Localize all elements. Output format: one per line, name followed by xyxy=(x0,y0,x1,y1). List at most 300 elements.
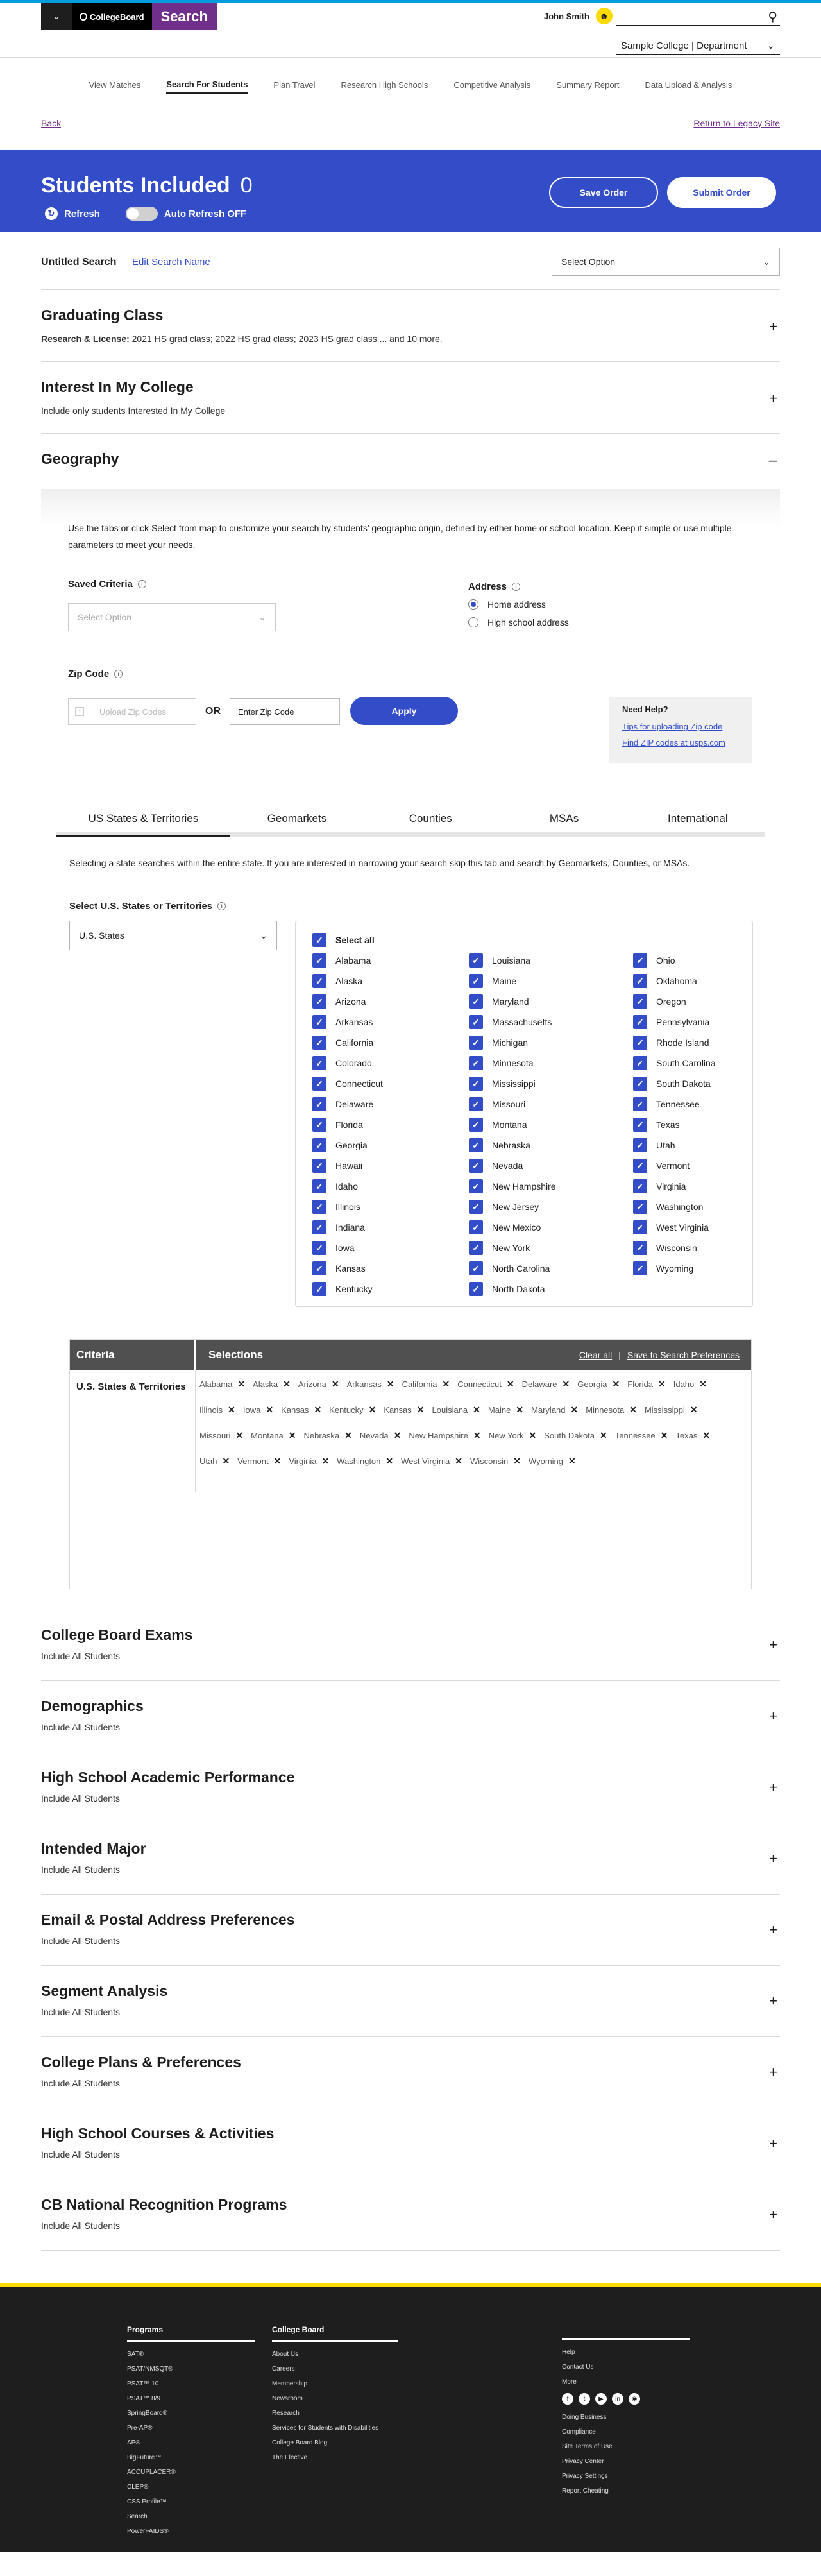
close-icon[interactable]: ✕ xyxy=(516,1404,524,1415)
close-icon[interactable]: ✕ xyxy=(386,1378,394,1389)
checkbox-checked-icon[interactable]: ✓ xyxy=(312,1036,326,1050)
state-checkbox[interactable] xyxy=(469,1159,523,1173)
edit-search-name-link[interactable]: Edit Search Name xyxy=(132,257,210,268)
footer-link[interactable]: Pre-AP® xyxy=(127,2425,153,2432)
state-checkbox[interactable] xyxy=(633,1200,703,1214)
close-icon[interactable]: ✕ xyxy=(288,1429,296,1440)
checkbox-checked-icon[interactable]: ✓ xyxy=(312,1097,326,1111)
selection-chip xyxy=(522,1378,570,1390)
state-checkbox[interactable] xyxy=(633,994,686,1009)
state-checkbox[interactable] xyxy=(312,1118,363,1132)
footer-heading: Programs xyxy=(127,2323,255,2342)
collapsed-section[interactable] xyxy=(41,1681,780,1752)
checkbox-checked-icon[interactable]: ✓ xyxy=(312,1241,326,1255)
checkbox-checked-icon[interactable]: ✓ xyxy=(469,1097,483,1111)
nav-item[interactable]: Data Upload & Analysis xyxy=(645,80,732,90)
close-icon[interactable]: ✕ xyxy=(416,1404,425,1415)
collapsed-section[interactable] xyxy=(41,1752,780,1823)
state-checkbox[interactable] xyxy=(633,1056,716,1070)
department-select[interactable] xyxy=(616,37,780,55)
selections-column-header xyxy=(196,1340,751,1370)
collapsed-section[interactable] xyxy=(41,2037,780,2108)
selection-chip xyxy=(531,1404,578,1415)
state-checkbox[interactable] xyxy=(312,1097,373,1111)
selection-chip xyxy=(251,1429,296,1441)
plus-icon[interactable]: + xyxy=(769,2206,777,2222)
user-menu[interactable] xyxy=(544,8,613,24)
close-icon[interactable]: ✕ xyxy=(568,1455,576,1466)
checkbox-checked-icon[interactable]: ✓ xyxy=(312,1159,326,1173)
search-icon[interactable]: ⚲ xyxy=(768,10,777,24)
plus-icon[interactable]: + xyxy=(769,1637,777,1653)
plus-icon[interactable]: + xyxy=(769,1922,777,1938)
close-icon[interactable]: ✕ xyxy=(529,1429,537,1440)
close-icon[interactable]: ✕ xyxy=(266,1404,274,1415)
close-icon[interactable]: ✕ xyxy=(283,1378,291,1389)
checkbox-checked-icon[interactable]: ✓ xyxy=(469,1118,483,1132)
checkbox-checked-icon[interactable]: ✓ xyxy=(469,994,483,1009)
checkbox-checked-icon[interactable]: ✓ xyxy=(633,1077,647,1091)
close-icon[interactable]: ✕ xyxy=(562,1378,570,1389)
checkbox-label: Minnesota xyxy=(492,1058,534,1068)
footer-link[interactable]: PowerFAIDS® xyxy=(127,2528,169,2535)
footer-link[interactable]: CLEP® xyxy=(127,2484,149,2491)
state-checkbox[interactable] xyxy=(312,1077,383,1091)
state-checkbox[interactable] xyxy=(312,994,366,1009)
state-checkbox[interactable] xyxy=(633,1097,700,1111)
user-name: John Smith xyxy=(544,11,589,21)
user-avatar-icon[interactable]: ☻ xyxy=(596,8,613,24)
plus-icon[interactable]: + xyxy=(769,1850,777,1866)
checkbox-checked-icon[interactable]: ✓ xyxy=(633,1036,647,1050)
minus-icon[interactable]: – xyxy=(768,452,777,469)
checkbox-checked-icon[interactable]: ✓ xyxy=(633,1241,647,1255)
state-checkbox[interactable] xyxy=(312,1015,373,1029)
info-icon[interactable]: i xyxy=(217,902,226,910)
state-checkbox[interactable] xyxy=(469,1077,536,1091)
state-checkbox[interactable] xyxy=(469,1015,552,1029)
upload-zip-codes-button[interactable] xyxy=(68,698,196,725)
brand-logo[interactable] xyxy=(41,3,217,30)
state-checkbox[interactable] xyxy=(633,1261,693,1275)
zip-code-input[interactable] xyxy=(230,698,340,725)
section-summary: Include All Students xyxy=(41,2149,120,2160)
nav-item[interactable]: Search For Students xyxy=(166,80,248,94)
state-checkbox[interactable] xyxy=(633,1241,697,1255)
footer-link[interactable]: Contact Us xyxy=(562,2364,594,2371)
selection-chip xyxy=(347,1378,394,1390)
state-checkbox[interactable] xyxy=(469,1241,530,1255)
footer-link[interactable]: Newsroom xyxy=(272,2395,303,2402)
state-checkbox[interactable] xyxy=(312,1200,360,1214)
close-icon[interactable]: ✕ xyxy=(570,1404,579,1415)
close-icon[interactable]: ✕ xyxy=(473,1404,480,1415)
save-order-button[interactable]: Save Order xyxy=(549,177,658,208)
link-row xyxy=(0,107,821,140)
auto-refresh-toggle[interactable] xyxy=(126,207,158,221)
collapsed-section[interactable] xyxy=(41,1895,780,1966)
checkbox-checked-icon[interactable]: ✓ xyxy=(633,1200,647,1214)
section-summary: Include only students Interested In My College xyxy=(41,405,226,416)
state-checkbox[interactable] xyxy=(469,994,529,1009)
checkbox-label: North Carolina xyxy=(492,1263,550,1274)
close-icon[interactable]: ✕ xyxy=(612,1378,620,1389)
close-icon[interactable]: ✕ xyxy=(660,1429,668,1440)
close-icon[interactable]: ✕ xyxy=(368,1404,377,1415)
state-checkbox[interactable] xyxy=(469,1261,550,1275)
footer-link[interactable]: PSAT/NMSQT® xyxy=(127,2366,173,2373)
tab-3[interactable]: MSAs xyxy=(549,812,579,824)
state-checkbox[interactable] xyxy=(633,1179,686,1193)
section-summary: Include All Students xyxy=(41,1722,120,1732)
chip-label: Alabama xyxy=(199,1379,233,1389)
students-banner xyxy=(0,150,821,232)
checkbox-checked-icon[interactable]: ✓ xyxy=(469,953,483,968)
state-checkbox[interactable] xyxy=(633,1220,709,1234)
info-icon[interactable]: i xyxy=(138,580,146,588)
checkbox-label: Alabama xyxy=(335,955,371,966)
acorn-icon xyxy=(80,13,87,21)
footer-link[interactable]: Site Terms of Use xyxy=(562,2443,613,2450)
checkbox-checked-icon[interactable]: ✓ xyxy=(469,1282,483,1296)
state-checkbox[interactable] xyxy=(312,1220,365,1234)
home-address-radio[interactable] xyxy=(468,599,546,610)
checkbox-label: Wyoming xyxy=(656,1263,694,1274)
checkbox-label: Montana xyxy=(492,1120,527,1130)
section-summary xyxy=(41,334,443,344)
section-title: Geography xyxy=(41,450,119,467)
checkbox-checked-icon[interactable]: ✓ xyxy=(312,1200,326,1214)
checkbox-checked-icon[interactable]: ✓ xyxy=(312,1261,326,1275)
close-icon[interactable]: ✕ xyxy=(455,1455,462,1466)
footer-link[interactable]: Search xyxy=(127,2513,148,2520)
site-header xyxy=(0,3,821,31)
state-checkbox[interactable] xyxy=(312,1179,358,1193)
footer-link[interactable]: About Us xyxy=(272,2351,299,2358)
apply-button[interactable]: Apply xyxy=(350,697,458,725)
state-checkbox[interactable] xyxy=(469,1200,539,1214)
plus-icon[interactable]: + xyxy=(769,2064,777,2080)
checkbox-checked-icon[interactable]: ✓ xyxy=(633,953,647,968)
checkbox-checked-icon[interactable]: ✓ xyxy=(469,1077,483,1091)
footer-link[interactable]: CSS Profile™ xyxy=(127,2498,167,2505)
instagram-icon[interactable]: ◉ xyxy=(629,2393,640,2405)
close-icon[interactable]: ✕ xyxy=(513,1455,521,1466)
select-placeholder: Select Option xyxy=(78,612,132,622)
graduating-class-section[interactable] xyxy=(41,290,780,362)
close-icon[interactable]: ✕ xyxy=(506,1378,514,1389)
checkbox-checked-icon[interactable]: ✓ xyxy=(469,1179,483,1193)
selection-chip xyxy=(489,1429,537,1441)
checkbox-label: Florida xyxy=(335,1120,363,1130)
checkbox-checked-icon[interactable]: ✓ xyxy=(312,1282,326,1296)
footer-link[interactable]: SAT® xyxy=(127,2351,144,2358)
checkbox-checked-icon[interactable]: ✓ xyxy=(633,1138,647,1152)
close-icon[interactable]: ✕ xyxy=(344,1429,352,1440)
nav-item[interactable]: Summary Report xyxy=(556,80,620,90)
students-count: 0 xyxy=(240,173,253,198)
collapsed-section[interactable] xyxy=(41,1966,780,2037)
label-text: Address xyxy=(468,581,507,592)
close-icon[interactable]: ✕ xyxy=(690,1404,698,1415)
chip-label: Kansas xyxy=(281,1404,309,1415)
checkbox-checked-icon[interactable]: ✓ xyxy=(469,1036,483,1050)
checkbox-checked-icon[interactable]: ✓ xyxy=(633,974,647,988)
nav-item[interactable]: Research High Schools xyxy=(341,80,428,90)
footer-link[interactable]: PSAT™ 10 xyxy=(127,2380,159,2387)
checkbox-checked-icon[interactable]: ✓ xyxy=(312,933,326,947)
state-checkbox[interactable] xyxy=(633,974,697,988)
state-checkbox[interactable] xyxy=(469,1179,556,1193)
chip-label: Nevada xyxy=(359,1430,389,1440)
footer-link[interactable]: PSAT™ 8/9 xyxy=(127,2395,161,2402)
checkbox-checked-icon[interactable]: ✓ xyxy=(312,1138,326,1152)
state-checkbox[interactable] xyxy=(469,1220,541,1234)
legacy-site-link[interactable]: Return to Legacy Site xyxy=(693,118,780,128)
close-icon[interactable]: ✕ xyxy=(629,1404,637,1415)
close-icon[interactable]: ✕ xyxy=(702,1429,711,1440)
product-name: Search xyxy=(152,3,217,30)
state-checkbox[interactable] xyxy=(633,1118,680,1132)
label-text: Saved Criteria xyxy=(68,579,133,590)
checkbox-label: Missouri xyxy=(492,1099,526,1109)
geography-section-header[interactable] xyxy=(41,434,780,489)
checkbox-checked-icon[interactable]: ✓ xyxy=(469,974,483,988)
tab-0[interactable]: US States & Territories xyxy=(56,806,230,837)
footer-link[interactable]: Compliance xyxy=(562,2428,596,2435)
checkbox-checked-icon[interactable]: ✓ xyxy=(469,1015,483,1029)
collapsed-section[interactable] xyxy=(41,1823,780,1895)
zip-placeholder: Enter Zip Code xyxy=(238,706,294,717)
refresh-button[interactable]: Refresh xyxy=(64,208,100,219)
footer-link[interactable]: Doing Business xyxy=(562,2414,607,2421)
clear-all-link[interactable]: Clear all xyxy=(579,1350,613,1360)
info-icon[interactable]: i xyxy=(512,583,520,591)
collapsed-section[interactable] xyxy=(41,1610,780,1681)
state-checkbox[interactable] xyxy=(312,1138,368,1152)
close-icon[interactable]: ✕ xyxy=(222,1455,230,1466)
state-checkbox[interactable] xyxy=(633,1159,690,1173)
radio-selected[interactable] xyxy=(468,599,478,610)
footer-link[interactable]: The Elective xyxy=(272,2454,308,2461)
checkbox-checked-icon[interactable]: ✓ xyxy=(469,1138,483,1152)
collegeboard-logo xyxy=(72,3,152,30)
facebook-icon[interactable]: f xyxy=(562,2393,573,2405)
checkbox-checked-icon[interactable]: ✓ xyxy=(312,1077,326,1091)
search-name: Untitled Search xyxy=(41,257,117,268)
checkbox-checked-icon[interactable]: ✓ xyxy=(312,1179,326,1193)
footer-link[interactable]: Help xyxy=(562,2349,575,2356)
checkbox-checked-icon[interactable]: ✓ xyxy=(633,1097,647,1111)
collapsed-section[interactable] xyxy=(41,2179,780,2251)
checkbox-checked-icon[interactable]: ✓ xyxy=(312,1056,326,1070)
submit-order-button[interactable]: Submit Order xyxy=(667,177,776,208)
state-checkbox[interactable] xyxy=(633,1138,675,1152)
refresh-icon[interactable]: ↻ xyxy=(45,207,58,220)
close-icon[interactable]: ✕ xyxy=(442,1378,450,1389)
close-icon[interactable]: ✕ xyxy=(385,1455,394,1466)
checkbox-checked-icon[interactable]: ✓ xyxy=(469,1159,483,1173)
close-icon[interactable]: ✕ xyxy=(321,1455,330,1466)
footer-link[interactable]: More xyxy=(562,2378,577,2385)
state-checkbox[interactable] xyxy=(312,1241,355,1255)
back-link[interactable]: Back xyxy=(41,118,62,128)
close-icon[interactable]: ✕ xyxy=(235,1429,244,1440)
selection-chip xyxy=(199,1429,243,1441)
plus-icon[interactable]: + xyxy=(769,1779,777,1795)
footer-link[interactable]: College Board Blog xyxy=(272,2439,328,2446)
close-icon[interactable]: ✕ xyxy=(273,1455,282,1466)
state-checkbox[interactable] xyxy=(469,974,516,988)
footer-link[interactable]: ACCUPLACER® xyxy=(127,2469,176,2476)
selection-chip xyxy=(401,1455,462,1467)
state-checkbox[interactable] xyxy=(312,1036,373,1050)
footer-programs xyxy=(127,2323,255,2539)
checkbox-checked-icon[interactable]: ✓ xyxy=(312,994,326,1009)
linkedin-icon[interactable]: in xyxy=(612,2393,623,2405)
state-checkbox[interactable] xyxy=(469,953,530,968)
state-checkbox[interactable] xyxy=(633,1015,709,1029)
footer-link[interactable]: AP® xyxy=(127,2439,140,2446)
youtube-icon[interactable]: ▶ xyxy=(595,2393,607,2405)
state-checkbox[interactable] xyxy=(469,1118,527,1132)
save-preferences-link[interactable]: Save to Search Preferences xyxy=(627,1350,740,1360)
high-school-address-radio[interactable] xyxy=(468,617,569,627)
checkbox-checked-icon[interactable]: ✓ xyxy=(469,1220,483,1234)
chevron-down-icon: ⌄ xyxy=(258,611,266,622)
state-checkbox[interactable] xyxy=(312,974,362,988)
checkbox-checked-icon[interactable]: ✓ xyxy=(312,974,326,988)
checkbox-label: Indiana xyxy=(335,1222,365,1233)
state-checkbox[interactable] xyxy=(633,1077,711,1091)
state-checkbox[interactable] xyxy=(312,1282,373,1296)
footer-link[interactable]: Privacy Settings xyxy=(562,2473,608,2480)
upload-icon: ↑ xyxy=(75,707,84,716)
checkbox-checked-icon[interactable]: ✓ xyxy=(633,1261,647,1275)
chevron-down-icon[interactable]: ⌄ xyxy=(41,3,72,30)
plus-icon[interactable]: + xyxy=(769,1708,777,1724)
state-checkbox[interactable] xyxy=(633,1036,709,1050)
checkbox-checked-icon[interactable]: ✓ xyxy=(469,1200,483,1214)
chip-label: Louisiana xyxy=(432,1404,468,1415)
nav-item[interactable]: Plan Travel xyxy=(273,80,316,90)
checkbox-label: New Mexico xyxy=(492,1222,541,1233)
selection-chips xyxy=(196,1370,751,1492)
footer-link[interactable]: BigFuture™ xyxy=(127,2454,162,2461)
footer-link[interactable]: Report Cheating xyxy=(562,2487,609,2495)
close-icon[interactable]: ✕ xyxy=(658,1378,666,1389)
close-icon[interactable]: ✕ xyxy=(228,1404,235,1415)
plus-icon[interactable]: + xyxy=(769,390,777,406)
footer-link[interactable]: Privacy Center xyxy=(562,2458,604,2465)
chip-label: Georgia xyxy=(577,1379,607,1389)
separator: | xyxy=(618,1350,621,1360)
info-icon[interactable]: i xyxy=(114,670,123,678)
checkbox-checked-icon[interactable]: ✓ xyxy=(633,1118,647,1132)
plus-icon[interactable]: + xyxy=(769,1993,777,2009)
checkbox-label: Georgia xyxy=(335,1140,368,1150)
state-checkbox[interactable] xyxy=(312,1056,372,1070)
interest-section[interactable] xyxy=(41,362,780,434)
selection-chip xyxy=(615,1429,668,1441)
state-checkbox[interactable] xyxy=(469,1138,530,1152)
footer-link[interactable]: Membership xyxy=(272,2380,308,2387)
close-icon[interactable]: ✕ xyxy=(314,1404,322,1415)
chip-label: Delaware xyxy=(521,1379,557,1389)
state-checkbox[interactable] xyxy=(469,1036,528,1050)
checkbox-checked-icon[interactable]: ✓ xyxy=(469,1261,483,1275)
state-checkbox[interactable] xyxy=(469,1056,534,1070)
footer-link[interactable]: Research xyxy=(272,2410,300,2417)
chip-label: Texas xyxy=(675,1430,698,1440)
checkbox-checked-icon[interactable]: ✓ xyxy=(633,1015,647,1029)
close-icon[interactable]: ✕ xyxy=(473,1429,481,1440)
footer-link[interactable]: Services for Students with Disabilities xyxy=(272,2425,379,2432)
checkbox-checked-icon[interactable]: ✓ xyxy=(633,1220,647,1234)
close-icon[interactable]: ✕ xyxy=(331,1378,339,1389)
checkbox-checked-icon[interactable]: ✓ xyxy=(633,1056,647,1070)
plus-icon[interactable]: + xyxy=(769,318,777,334)
close-icon[interactable]: ✕ xyxy=(237,1378,246,1389)
checkbox-checked-icon[interactable]: ✓ xyxy=(312,1118,326,1132)
select-all-checkbox[interactable] xyxy=(312,933,375,947)
geography-panel xyxy=(41,489,780,806)
state-checkbox[interactable] xyxy=(312,1159,362,1173)
section-title: Segment Analysis xyxy=(41,1983,168,1999)
state-checkbox[interactable] xyxy=(312,1261,366,1275)
us-states-dropdown[interactable] xyxy=(69,921,277,950)
state-checkbox[interactable] xyxy=(633,953,675,968)
checkbox-checked-icon[interactable]: ✓ xyxy=(312,953,326,968)
checkbox-checked-icon[interactable]: ✓ xyxy=(312,1220,326,1234)
radio-unselected[interactable] xyxy=(468,617,478,627)
checkbox-checked-icon[interactable]: ✓ xyxy=(469,1056,483,1070)
checkbox-checked-icon[interactable]: ✓ xyxy=(633,1179,647,1193)
tab-4[interactable]: International xyxy=(668,812,728,824)
close-icon[interactable]: ✕ xyxy=(393,1429,402,1440)
zip-code-label xyxy=(68,669,123,679)
checkbox-label: Michigan xyxy=(492,1037,529,1048)
header-search-input[interactable] xyxy=(616,8,780,26)
search-option-select[interactable] xyxy=(552,248,780,276)
checkbox-checked-icon[interactable]: ✓ xyxy=(312,1015,326,1029)
close-icon[interactable]: ✕ xyxy=(699,1378,707,1389)
nav-item[interactable]: View Matches xyxy=(89,80,141,90)
checkbox-checked-icon[interactable]: ✓ xyxy=(633,1159,647,1173)
state-checkbox[interactable] xyxy=(469,1282,545,1296)
plus-icon[interactable]: + xyxy=(769,2135,777,2151)
checkbox-label: Arkansas xyxy=(335,1017,373,1027)
twitter-icon[interactable]: t xyxy=(579,2393,590,2405)
footer-link[interactable]: Careers xyxy=(272,2366,295,2373)
nav-item[interactable]: Competitive Analysis xyxy=(453,80,531,90)
footer-heading-divider xyxy=(562,2323,690,2340)
footer-link[interactable]: SpringBoard® xyxy=(127,2410,167,2417)
usps-link[interactable]: Find ZIP codes at usps.com xyxy=(622,738,725,747)
footer-help xyxy=(562,2323,690,2498)
collapsed-section[interactable] xyxy=(41,2108,780,2179)
close-icon[interactable]: ✕ xyxy=(600,1429,607,1440)
saved-criteria-select[interactable] xyxy=(68,603,276,631)
search-name-row xyxy=(41,232,780,290)
tab-1[interactable]: Geomarkets xyxy=(267,812,327,824)
checkbox-checked-icon[interactable]: ✓ xyxy=(469,1241,483,1255)
checkbox-checked-icon[interactable]: ✓ xyxy=(633,994,647,1009)
state-checkbox[interactable] xyxy=(312,953,371,968)
tab-2[interactable]: Counties xyxy=(409,812,452,824)
state-checkbox[interactable] xyxy=(469,1097,525,1111)
zip-tips-link[interactable]: Tips for uploading Zip code xyxy=(622,722,723,731)
